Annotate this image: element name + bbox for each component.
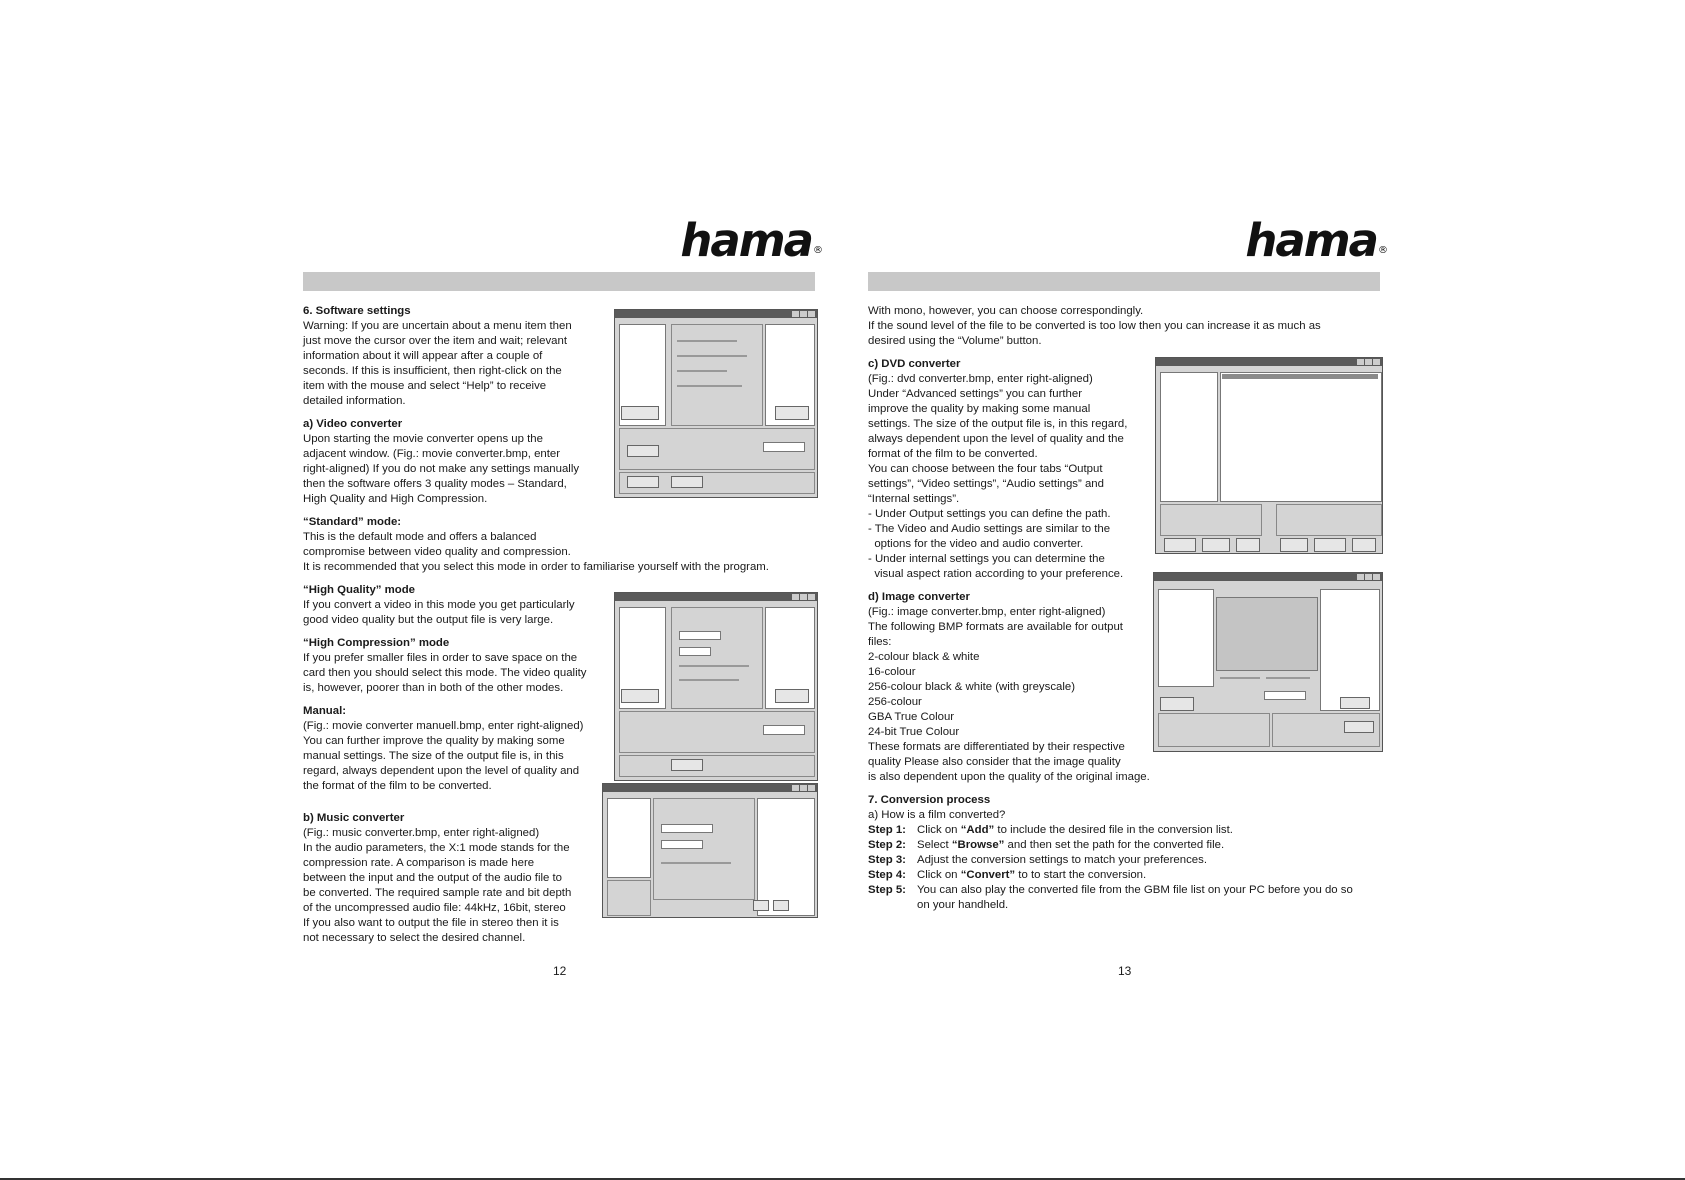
text-line: files: — [868, 636, 892, 648]
dvd-converter-heading: c) DVD converter — [868, 358, 961, 370]
software-settings-heading: 6. Software settings — [303, 305, 411, 317]
page-number: 13 — [1118, 964, 1132, 978]
step-item — [868, 883, 1383, 913]
text-line: improve the quality by making some manual — [868, 403, 1091, 415]
text-line: (Fig.: dvd converter.bmp, enter right-aligned) — [868, 373, 1093, 385]
step-label: Step 5: — [868, 884, 906, 896]
text-line: These formats are differentiated by their respective — [868, 741, 1125, 753]
text-line: not necessary to select the desired channel. — [303, 932, 526, 944]
step-text: Select “Browse” and then set the path for the converted file. — [917, 839, 1225, 851]
left-text-column — [303, 304, 818, 946]
text-line: settings”, “Video settings”, “Audio settings” and — [868, 478, 1104, 490]
movie-converter-screenshot — [614, 309, 818, 498]
step-item — [868, 838, 1383, 853]
text-line: options for the video and audio converter. — [868, 538, 1084, 550]
text-line: - Under internal settings you can determine the — [868, 553, 1105, 565]
text-line: 16-colour — [868, 666, 916, 678]
text-line: You can further improve the quality by making some — [303, 735, 565, 747]
text-line: (Fig.: music converter.bmp, enter right-aligned) — [303, 827, 540, 839]
text-line: quality Please also consider that the image quality — [868, 756, 1121, 768]
text-line: 256-colour black & white (with greyscale) — [868, 681, 1076, 693]
step-label: Step 4: — [868, 869, 906, 881]
text-line: a) How is a film converted? — [868, 809, 1006, 821]
text-line: compromise between video quality and compression. — [303, 546, 571, 558]
high-quality-heading: “High Quality” mode — [303, 584, 416, 596]
header-bar — [868, 272, 1380, 291]
step-text: You can also play the converted file from the GBM file list on your PC before you do so on your handheld. — [917, 884, 1353, 911]
text-line: is, however, poorer than in both of the other modes. — [303, 682, 564, 694]
text-line: manual settings. The size of the output file is, in this — [303, 750, 564, 762]
text-line: “Internal settings”. — [868, 493, 960, 505]
text-line: information about it will appear after a couple of — [303, 350, 543, 362]
text-line: good video quality but the output file is very large. — [303, 614, 554, 626]
text-line: of the uncompressed audio file: 44kHz, 16bit, stereo — [303, 902, 566, 914]
step-item — [868, 823, 1383, 838]
text-line: The following BMP formats are available for output — [868, 621, 1123, 633]
text-line: In the audio parameters, the X:1 mode stands for the — [303, 842, 570, 854]
step-text: Adjust the conversion settings to match your preferences. — [917, 854, 1207, 866]
step-label: Step 2: — [868, 839, 906, 851]
text-line: You can choose between the four tabs “Output — [868, 463, 1103, 475]
text-line: right-aligned) If you do not make any settings manually — [303, 463, 580, 475]
text-line: is also dependent upon the quality of the original image. — [868, 771, 1150, 783]
header-bar — [303, 272, 815, 291]
text-line: settings. The size of the output file is, in this regard, — [868, 418, 1128, 430]
dvd-converter-screenshot — [1155, 357, 1383, 554]
text-line: Warning: If you are uncertain about a menu item then — [303, 320, 572, 332]
text-line: 256-colour — [868, 696, 922, 708]
text-line: then the software offers 3 quality modes – Standard, — [303, 478, 567, 490]
music-converter-screenshot — [602, 783, 818, 918]
text-line: 24-bit True Colour — [868, 726, 960, 738]
text-line: Upon starting the movie converter opens up the — [303, 433, 543, 445]
text-line: If you convert a video in this mode you get particularly — [303, 599, 575, 611]
text-line: format of the film to be converted. — [868, 448, 1038, 460]
text-line: High Quality and High Compression. — [303, 493, 488, 505]
text-line: desired using the “Volume” button. — [868, 335, 1042, 347]
step-item — [868, 868, 1383, 883]
high-compression-heading: “High Compression” mode — [303, 637, 450, 649]
text-line: - Under Output settings you can define the path. — [868, 508, 1111, 520]
step-label: Step 1: — [868, 824, 906, 836]
hama-logo: hama® — [680, 214, 823, 267]
text-line: It is recommended that you select this mode in order to familiarise yourself with the program. — [303, 561, 769, 573]
text-line: regard, always dependent upon the level of quality and — [303, 765, 580, 777]
text-line: (Fig.: movie converter manuell.bmp, enter right-aligned) — [303, 720, 584, 732]
text-line: between the input and the output of the audio file to — [303, 872, 563, 884]
conversion-process-heading: 7. Conversion process — [868, 794, 991, 806]
hama-logo: hama® — [1245, 214, 1388, 267]
step-item — [868, 853, 1383, 868]
step-text: Click on “Convert” to to start the conversion. — [917, 869, 1147, 881]
text-line: the format of the film to be converted. — [303, 780, 492, 792]
music-converter-heading: b) Music converter — [303, 812, 405, 824]
text-line: detailed information. — [303, 395, 406, 407]
text-line: seconds. If this is insufficient, then right-click on the — [303, 365, 562, 377]
text-line: always dependent upon the level of quality and the — [868, 433, 1124, 445]
text-line: - The Video and Audio settings are similar to the — [868, 523, 1111, 535]
text-line: If you also want to output the file in stereo then it is — [303, 917, 559, 929]
text-line: be converted. The required sample rate and bit depth — [303, 887, 572, 899]
text-line: Under “Advanced settings” you can further — [868, 388, 1083, 400]
step-text: Click on “Add” to include the desired file in the conversion list. — [917, 824, 1233, 836]
text-line: This is the default mode and offers a balanced — [303, 531, 537, 543]
manual-heading: Manual: — [303, 705, 347, 717]
movie-converter-manual-screenshot — [614, 592, 818, 781]
image-converter-heading: d) Image converter — [868, 591, 970, 603]
right-text-column — [868, 304, 1383, 913]
text-line: (Fig.: image converter.bmp, enter right-aligned) — [868, 606, 1106, 618]
text-line: If you prefer smaller files in order to save space on the — [303, 652, 578, 664]
image-converter-screenshot — [1153, 572, 1383, 752]
text-line: just move the cursor over the item and wait; relevant — [303, 335, 568, 347]
text-line: card then you should select this mode. The video quality — [303, 667, 587, 679]
text-line: adjacent window. (Fig.: movie converter.bmp, enter — [303, 448, 561, 460]
text-line: item with the mouse and select “Help” to receive — [303, 380, 547, 392]
standard-mode-heading: “Standard” mode: — [303, 516, 402, 528]
text-line: compression rate. A comparison is made here — [303, 857, 535, 869]
text-line: visual aspect ration according to your preference. — [868, 568, 1124, 580]
page-number: 12 — [553, 964, 567, 978]
text-line: 2-colour black & white — [868, 651, 980, 663]
text-line: If the sound level of the file to be converted is too low then you can increase it as much as — [868, 320, 1321, 332]
video-converter-heading: a) Video converter — [303, 418, 403, 430]
text-line: GBA True Colour — [868, 711, 955, 723]
text-line: With mono, however, you can choose correspondingly. — [868, 305, 1144, 317]
step-label: Step 3: — [868, 854, 906, 866]
